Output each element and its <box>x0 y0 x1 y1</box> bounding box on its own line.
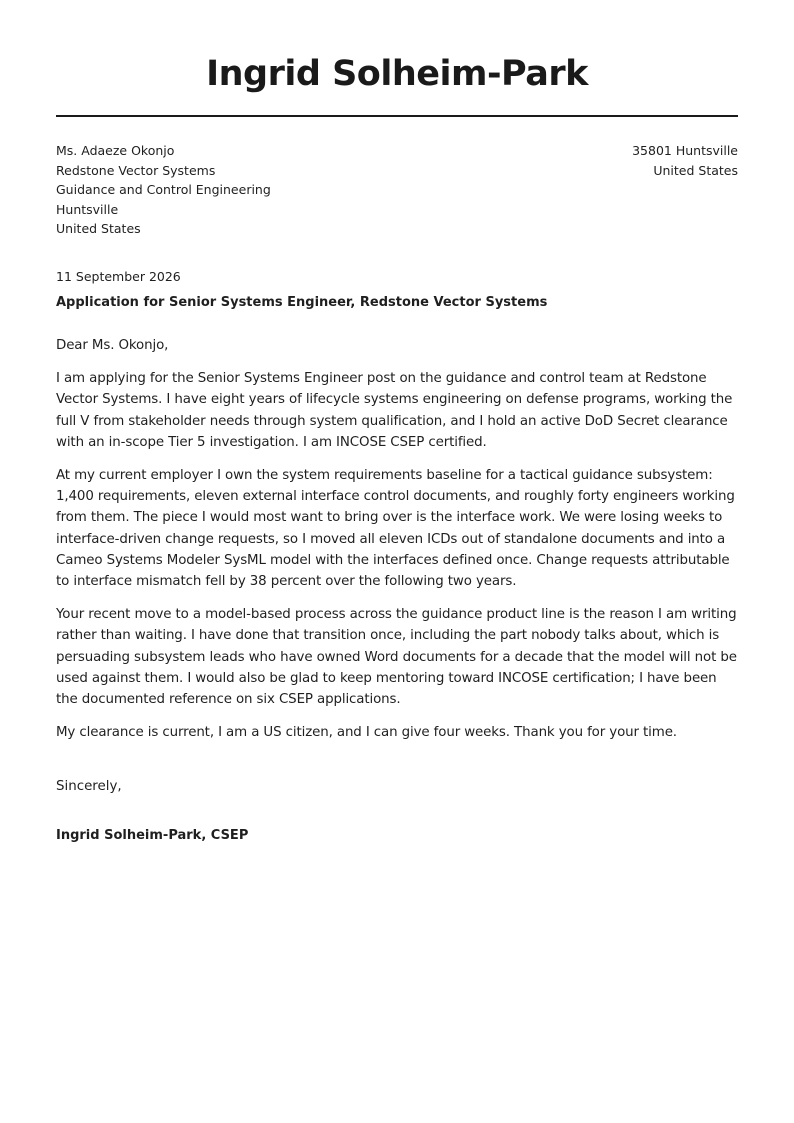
header-divider <box>56 115 738 117</box>
body-paragraph-2: At my current employer I own the system requirements baseline for a tactical guidance subsystem: 1,400 requirements, eleven external interface control documents, and roughly forty engineers working from them. The piece I would most want to bring over is the interface work. We were losing weeks to interface-driven change requests, so I moved all eleven ICDs out of standalone documents and into a Cameo Systems Modeler SysML model with the interfaces defined once. Change requests attributable to interface mismatch fell by 38 percent over the following two years. <box>56 468 735 590</box>
recipient-city: Huntsville <box>56 201 119 217</box>
sender-city: 35801 Huntsville <box>632 143 738 158</box>
body-paragraph-4: My clearance is current, I am a US citizen, and I can give four weeks. Thank you for your time. <box>56 725 677 741</box>
closing: Sincerely, <box>56 779 122 794</box>
recipient-address <box>56 141 271 239</box>
letter-body <box>56 335 738 755</box>
recipient-department: Guidance and Control Engineering <box>56 182 271 197</box>
applicant-name: Ingrid Solheim-Park <box>206 54 588 94</box>
recipient-name: Ms. Adaeze Okonjo <box>56 143 175 158</box>
letter-date: 11 September 2026 <box>56 269 181 284</box>
body-paragraph-1: I am applying for the Senior Systems Engineer post on the guidance and control team at Redstone Vector Systems. I have eight years of lifecycle systems engineering on defense programs, working the full V from stakeholder needs through system qualification, and I hold an active DoD Secret clearance with an in-scope Tier 5 investigation. I am INCOSE CSEP certified. <box>56 371 733 450</box>
sender-address <box>632 141 738 180</box>
signature: Ingrid Solheim-Park, CSEP <box>56 828 249 843</box>
recipient-company: Redstone Vector Systems <box>56 162 216 178</box>
letter-subject: Application for Senior Systems Engineer, Redstone Vector Systems <box>56 295 548 310</box>
sender-country: United States <box>653 162 738 178</box>
recipient-country: United States <box>56 221 141 236</box>
salutation: Dear Ms. Okonjo, <box>56 338 169 353</box>
body-paragraph-3: Your recent move to a model-based process across the guidance product line is the reason I am writing rather than waiting. I have done that transition once, including the part nobody talks about, which is persuading subsystem leads who have owned Word documents for a decade that the model will not be used against them. I would also be glad to keep mentoring toward INCOSE certification; I have been the documented reference on six CSEP applications. <box>56 607 737 708</box>
